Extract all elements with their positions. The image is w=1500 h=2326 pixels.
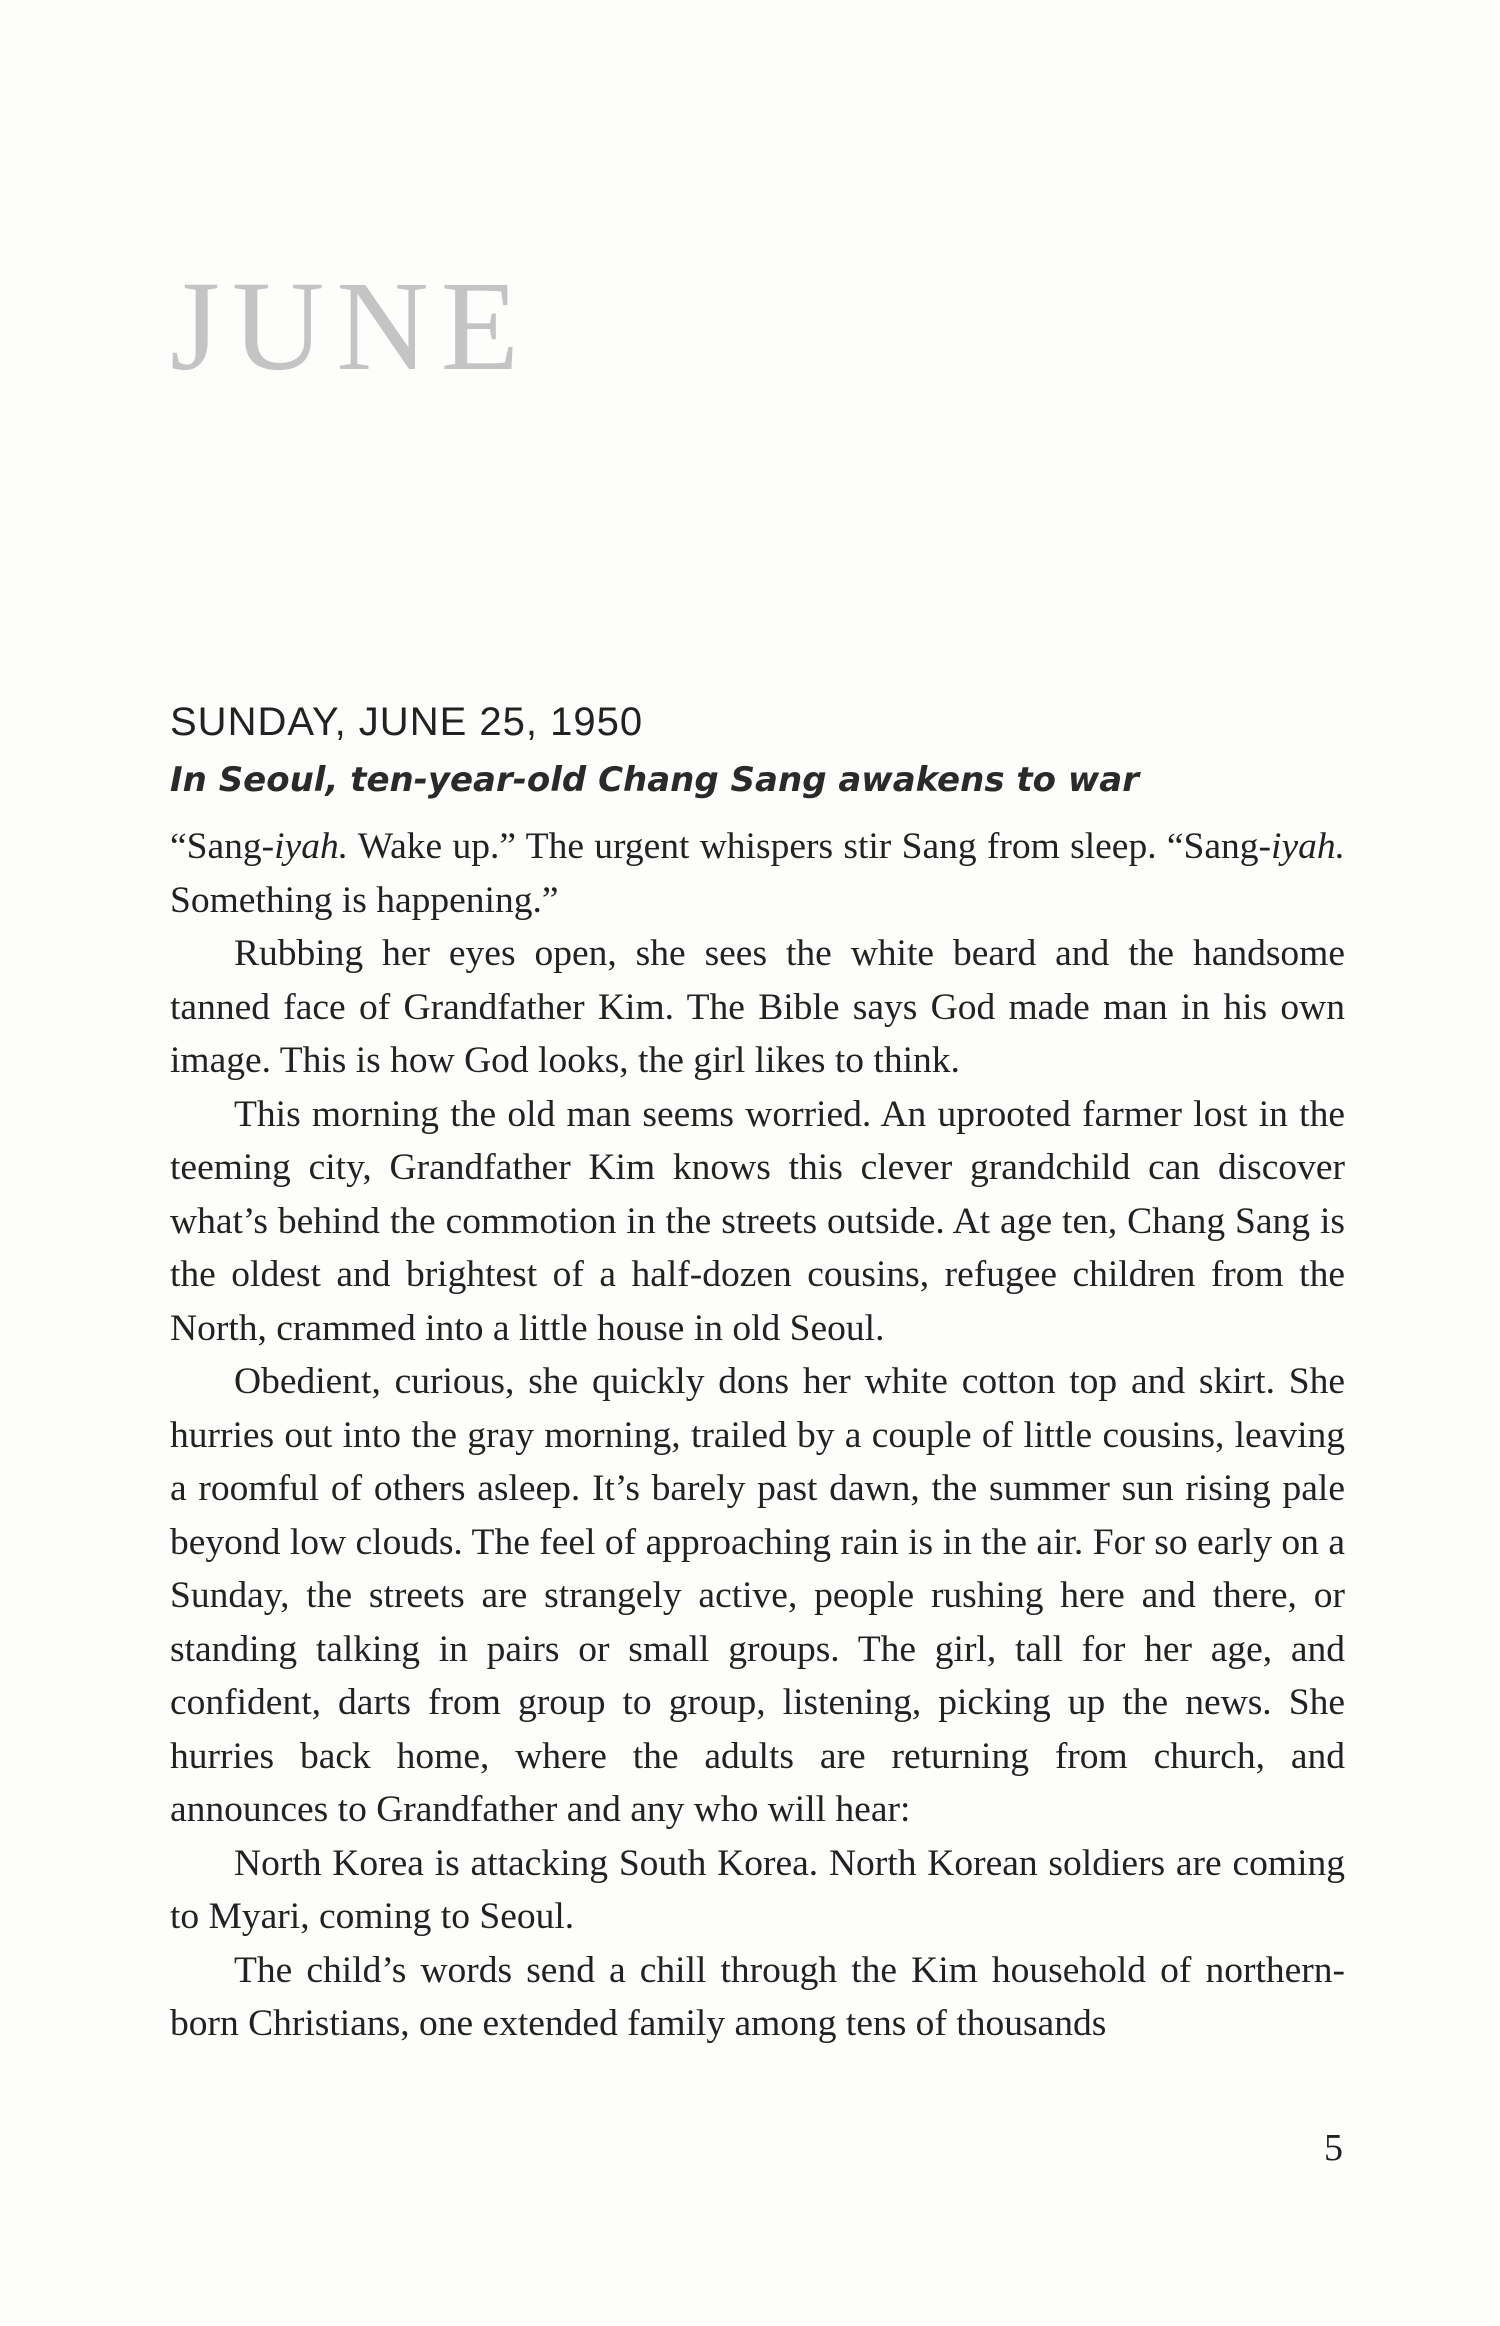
page-number: 5 [1324,2127,1343,2169]
paragraph-4: Obedient, curious, she quickly dons her white cotton top and skirt. She hurries out into the gray morning, trailed by a couple of little cousins, leaving a roomful of others asleep. It’s barely past dawn, the summer sun rising pale beyond low clouds. The feel of approaching rain is in the air. For so early on a Sunday, the streets are strangely active, people rushing here and there, or standing talking in pairs or small groups. The girl, tall for her age, and confident, darts from group to group, listening, picking up the news. She hurries back home, where the adults are returning from church, and announces to Grandfather and any who will hear: [170,1361,1345,1830]
section-subtitle: In Seoul, ten-year-old Chang Sang awakens to war [170,760,1139,800]
p1-part-d: iyah. [1271,826,1345,867]
body-text [170,820,1345,2051]
p1-part-e: Something is happening.” [170,879,559,921]
p1-part-b: iyah. [274,826,349,867]
p1-part-a: “Sang- [170,826,275,867]
chapter-title: JUNE [170,255,531,397]
p1-part-c: Wake up.” The urgent whispers stir Sang from sleep. “Sang- [348,826,1272,867]
paragraph-2: Rubbing her eyes open, she sees the white beard and the handsome tanned face of Grandfather Kim. The Bible says God made man in his own image. This is how God looks, the girl likes to think. [170,933,1345,1081]
paragraph-1 [170,820,1345,927]
section-dateline: SUNDAY, JUNE 25, 1950 [170,700,644,744]
paragraph-3: This morning the old man seems worried. An uprooted farmer lost in the teeming city, Grandfather Kim knows this clever grandchild can discover what’s behind the commotion in the streets outside. At age ten, Chang Sang is the oldest and brightest of a half-dozen cousins, refugee children from the North, crammed into a little house in old Seoul. [170,1093,1345,1349]
paragraph-5: North Korea is attacking South Korea. North Korean soldiers are coming to Myari, coming to Seoul. [170,1842,1345,1937]
paragraph-6: The child’s words send a chill through the Kim household of northern-born Christians, one extended family among tens of thousands [170,1949,1345,2044]
